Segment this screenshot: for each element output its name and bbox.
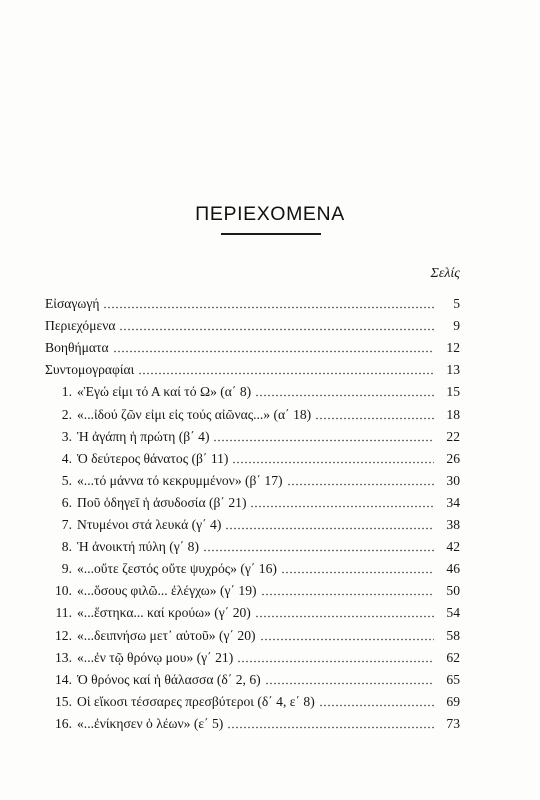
toc-entry — [45, 290, 460, 312]
dot-leader — [227, 717, 434, 729]
toc-entry — [45, 356, 460, 378]
toc-entry-title: «Ἐγώ εἰμι τό Α καί τό Ω» (α΄ 8) — [77, 384, 252, 400]
toc-entry-number: 9. — [61, 561, 72, 577]
toc-entry — [45, 644, 460, 666]
dot-leader — [113, 341, 434, 353]
toc-entry-title: Περιεχόμενα — [45, 318, 116, 334]
toc-entry — [45, 467, 460, 489]
table-of-contents — [45, 290, 460, 732]
toc-entry — [45, 423, 460, 445]
toc-entry-page: 22 — [446, 428, 460, 444]
toc-entry-title: Ἡ ἀνοικτή πύλη (γ΄ 8) — [77, 539, 199, 555]
toc-entry-title: Εἰσαγωγή — [45, 296, 100, 312]
toc-entry-title: «...ὅσους φιλῶ... ἐλέγχω» (γ΄ 19) — [77, 583, 257, 599]
dot-leader — [237, 651, 434, 663]
toc-entry-number: 15. — [55, 693, 72, 709]
toc-entry — [45, 599, 460, 621]
toc-entry — [45, 378, 460, 400]
dot-leader — [203, 540, 434, 552]
dot-leader — [261, 584, 434, 596]
toc-entry-title: «...τό μάννα τό κεκρυμμένον» (β΄ 17) — [77, 472, 283, 488]
toc-entry — [45, 489, 460, 511]
dot-leader — [255, 385, 434, 397]
toc-entry-number: 12. — [55, 627, 72, 643]
toc-entry-number: 7. — [61, 517, 72, 533]
toc-entry-page: 26 — [446, 450, 460, 466]
title-underline — [221, 233, 321, 235]
dot-leader — [260, 629, 434, 641]
dot-leader — [281, 562, 434, 574]
toc-entry-page: 50 — [446, 583, 460, 599]
toc-entry-number: 4. — [61, 450, 72, 466]
dot-leader — [287, 474, 434, 486]
toc-entry-page: 46 — [446, 561, 460, 577]
dot-leader — [319, 695, 434, 707]
toc-entry-title: Ντυμένοι στά λευκά (γ΄ 4) — [77, 517, 222, 533]
page-column-label: Σελίς — [430, 266, 460, 281]
toc-entry-page: 62 — [446, 649, 460, 665]
toc-entry-number: 6. — [61, 494, 72, 510]
toc-entry-page: 5 — [453, 296, 460, 312]
toc-entry-page: 42 — [446, 539, 460, 555]
toc-entry-page: 13 — [446, 362, 460, 378]
toc-entry-number: 5. — [61, 472, 72, 488]
toc-entry-number: 2. — [61, 406, 72, 422]
toc-entry-page: 73 — [446, 715, 460, 731]
page-title: ΠΕΡΙΕΧΟΜΕΝΑ — [195, 203, 345, 225]
toc-entry — [45, 577, 460, 599]
toc-entry — [45, 334, 460, 356]
toc-entry — [45, 666, 460, 688]
toc-entry-number: 13. — [55, 649, 72, 665]
toc-entry-page: 58 — [446, 627, 460, 643]
toc-entry-title: Ἡ ἀγάπη ἡ πρώτη (β΄ 4) — [77, 428, 210, 444]
toc-entry-number: 3. — [61, 428, 72, 444]
dot-leader — [255, 606, 434, 618]
toc-entry-page: 18 — [446, 406, 460, 422]
toc-entry-page: 69 — [446, 693, 460, 709]
dot-leader — [265, 673, 434, 685]
dot-leader — [225, 518, 434, 530]
dot-leader — [213, 430, 434, 442]
toc-entry-title: «...ἰδού ζῶν εἰμι εἰς τούς αἰῶνας...» (α΄ 18) — [77, 406, 312, 422]
toc-entry — [45, 621, 460, 643]
toc-entry-page: 54 — [446, 605, 460, 621]
toc-entry-page: 9 — [453, 318, 460, 334]
toc-entry-page: 12 — [446, 340, 460, 356]
toc-entry — [45, 710, 460, 732]
toc-entry — [45, 511, 460, 533]
toc-entry — [45, 688, 460, 710]
dot-leader — [232, 452, 434, 464]
toc-entry-page: 15 — [446, 384, 460, 400]
dot-leader — [315, 408, 434, 420]
toc-entry-number: 16. — [55, 715, 72, 731]
toc-entry-page: 30 — [446, 472, 460, 488]
toc-entry-page: 34 — [446, 494, 460, 510]
toc-entry — [45, 400, 460, 422]
toc-entry — [45, 445, 460, 467]
toc-entry-title: «...ἕστηκα... καί κρούω» (γ΄ 20) — [77, 605, 251, 621]
toc-entry-number: 8. — [61, 539, 72, 555]
toc-entry-title: Συντομογραφίαι — [45, 362, 135, 378]
toc-entry-title: «...οὔτε ζεστός οὔτε ψυχρός» (γ΄ 16) — [77, 561, 277, 577]
dot-leader — [103, 297, 434, 309]
toc-entry — [45, 312, 460, 334]
toc-entry-title: Ποῦ ὁδηγεῖ ἡ ἀσυδοσία (β΄ 21) — [77, 494, 247, 510]
dot-leader — [119, 319, 434, 331]
toc-entry-title: «...δειπνήσω μετ᾿ αὐτοῦ» (γ΄ 20) — [77, 627, 256, 643]
toc-entry-title: Ὁ δεύτερος θάνατος (β΄ 11) — [77, 450, 229, 466]
toc-entry-title: Βοηθήματα — [45, 340, 109, 356]
toc-entry-title: Ὁ θρόνος καί ἡ θάλασσα (δ΄ 2, 6) — [77, 671, 261, 687]
dot-leader — [250, 496, 434, 508]
toc-entry-title: «...ἐν τῷ θρόνῳ μου» (γ΄ 21) — [77, 649, 234, 665]
toc-entry-number: 10. — [55, 583, 72, 599]
toc-entry-number: 1. — [61, 384, 72, 400]
toc-entry-number: 14. — [55, 671, 72, 687]
toc-entry-page: 38 — [446, 517, 460, 533]
toc-entry — [45, 555, 460, 577]
toc-entry — [45, 533, 460, 555]
toc-entry-title: «...ἐνίκησεν ὁ λέων» (ε΄ 5) — [77, 715, 224, 731]
toc-entry-number: 11. — [55, 605, 72, 621]
dot-leader — [138, 363, 434, 375]
toc-entry-title: Οἱ εἴκοσι τέσσαρες πρεσβύτεροι (δ΄ 4, ε΄ 8) — [77, 693, 315, 709]
toc-entry-page: 65 — [446, 671, 460, 687]
